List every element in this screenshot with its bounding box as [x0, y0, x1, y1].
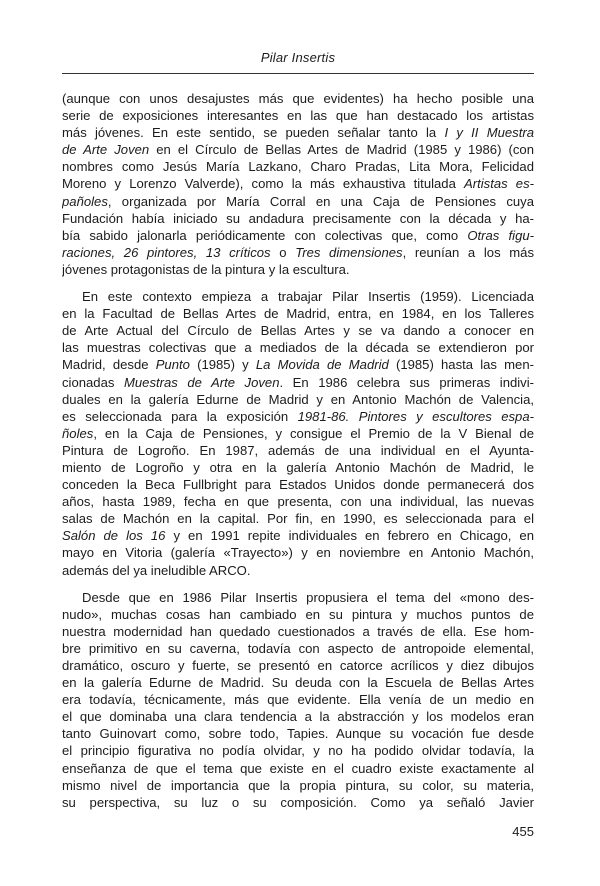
text-run: nombres como Jesús María Lazkano, Charo Pradas, Lita Mora, Felicidad	[62, 159, 534, 175]
text-run: tanto Guinovart como, sobre todo, Tapies. Aunque su vocación fue desde	[62, 726, 534, 742]
text-run: el principio figurativa no podía olvidar, y no ha podido olvidar todavía, la	[62, 743, 534, 759]
text-line	[62, 606, 534, 623]
text-run: En este contexto empieza a trabajar Pilar Insertis (1959). Licenciada	[82, 289, 534, 305]
paragraph-gap	[62, 278, 534, 288]
text-run: su perspectiva, su luz o su composición. Como ya señaló Javier	[62, 794, 534, 810]
text-run: y en 1991 repite individuales en febrero en Chicago, en	[165, 528, 534, 544]
italic-title: Artistas es-	[464, 176, 534, 192]
text-run: conceden la Beca Fullbright para Estados Unidos donde permanecerá dos	[62, 477, 534, 493]
text-run: el que dominaba una clara tendencia a la abstracción y los modelos eran	[62, 709, 534, 725]
text-line	[62, 476, 534, 493]
text-run: en la Facultad de Bellas Artes de Madrid, entra, en 1984, en los Talleres	[62, 306, 534, 322]
text-run: años, hasta 1989, fecha en que presenta, con una individual, las nuevas	[62, 494, 534, 510]
text-line	[62, 589, 534, 606]
text-run: Fundación había iniciado su andadura precisamente con la década y ha-	[62, 210, 534, 226]
italic-title: ñoles	[62, 425, 94, 441]
text-line	[62, 510, 534, 527]
text-line	[62, 322, 534, 339]
text-run: , en la Caja de Pensiones, y consigue el Premio de la V Bienal de	[93, 425, 534, 441]
text-line	[62, 193, 534, 210]
text-line	[62, 408, 534, 425]
body-text	[62, 90, 534, 811]
text-line	[62, 674, 534, 691]
text-run: , organizada por María Corral en una Caja de Pensiones cuya	[107, 193, 534, 209]
text-line	[62, 493, 534, 510]
italic-title: I y II Muestra	[444, 125, 534, 141]
text-line	[62, 175, 534, 192]
text-run: bía sabido jalonarla periódicamente con colectivas que, como	[62, 227, 468, 243]
text-run: (aunque con unos desajustes más que evidentes) ha hecho posible una	[62, 91, 534, 106]
text-line	[62, 640, 534, 657]
text-run: (1985) hasta las men-	[388, 357, 534, 373]
text-line	[62, 90, 534, 107]
text-line	[62, 288, 534, 305]
text-run: , reunían a los más	[402, 244, 534, 260]
text-run: dramático, oscuro y fuerte, se presentó en catorce acrílicos y diez dibujos	[62, 658, 534, 673]
italic-title: La Movida de Madrid	[255, 357, 389, 373]
text-run: bre primitivo en su caverna, todavía con aspecto de antropoide elemental,	[62, 640, 534, 656]
text-run: cionadas	[62, 374, 124, 390]
header-rule	[62, 73, 534, 74]
text-run: más jóvenes. En este sentido, se pueden señalar tanto la	[62, 125, 445, 141]
text-line	[62, 562, 534, 579]
text-run: mayo en Vitoria (galería «Trayecto») y en noviembre en Antonio Machón,	[62, 545, 534, 561]
text-run: o	[270, 244, 296, 260]
text-run: serie de exposiciones interesantes en las que han destacado los artistas	[62, 108, 534, 124]
text-line	[62, 442, 534, 459]
text-line	[62, 777, 534, 794]
text-run: es seleccionada para la exposición	[62, 408, 298, 424]
text-line	[62, 124, 534, 141]
paragraph-2	[62, 288, 534, 579]
text-run: Madrid, desde	[62, 357, 156, 373]
italic-title: 1981-86. Pintores y escultores espa-	[297, 408, 534, 424]
italic-title: Tres dimensiones	[295, 244, 403, 260]
text-line	[62, 141, 534, 158]
text-run: en la galería Edurne de Madrid. Su deuda con la Escuela de Bellas Artes	[62, 675, 534, 691]
text-line	[62, 210, 534, 227]
text-line	[62, 244, 534, 261]
text-run: además del ya ineludible ARCO.	[62, 562, 251, 578]
text-line	[62, 794, 534, 811]
text-run: (1985) y	[189, 357, 256, 373]
text-line	[62, 107, 534, 124]
text-run: Pintura de Logroño. En 1987, además de una individual en el Ayunta-	[62, 442, 534, 458]
text-run: salas de Machón en la capital. Por fin, en 1990, es seleccionada para el	[62, 511, 534, 527]
text-line	[62, 527, 534, 544]
text-run: mismo nivel de importancia que la propia pintura, su color, su materia,	[62, 777, 534, 793]
text-run: nudo», muchas cosas han cambiado en su pintura y muchos puntos de	[62, 606, 534, 622]
text-run: en el Círculo de Bellas Artes de Madrid (1985 y 1986) (con	[149, 142, 534, 158]
text-line	[62, 459, 534, 476]
text-line	[62, 356, 534, 373]
italic-title: Punto	[155, 357, 190, 373]
text-line	[62, 657, 534, 674]
italic-title: pañoles	[62, 193, 108, 209]
text-line	[62, 261, 534, 278]
text-line	[62, 305, 534, 322]
paragraph-3	[62, 589, 534, 811]
text-line	[62, 760, 534, 777]
paragraph-1	[62, 90, 534, 278]
text-line	[62, 725, 534, 742]
italic-title: Muestras de Arte Joven	[123, 374, 280, 390]
text-line	[62, 742, 534, 759]
text-run: nuestra modernidad han quedado cuestionados a través de ella. Ese hom-	[62, 623, 534, 639]
text-line	[62, 339, 534, 356]
italic-title: raciones, 26 pintores, 13 críticos	[62, 244, 271, 260]
text-line	[62, 691, 534, 708]
text-line	[62, 708, 534, 725]
text-line	[62, 227, 534, 244]
text-line	[62, 391, 534, 408]
text-line	[62, 544, 534, 561]
text-run: . En 1986 celebra sus primeras indivi-	[279, 374, 534, 390]
text-run: miento de Logroño y otra en la galería Antonio Machón de Madrid, le	[62, 459, 534, 475]
text-run: Desde que en 1986 Pilar Insertis propusiera el tema del «mono des-	[82, 589, 534, 605]
text-run: duales en la galería Edurne de Madrid y en Antonio Machón de Valencia,	[62, 391, 534, 407]
running-header: Pilar Insertis	[260, 50, 336, 65]
text-line	[62, 425, 534, 442]
italic-title: de Arte Joven	[62, 142, 150, 158]
text-run: era todavía, técnicamente, más que evidente. Ella venía de un medio en	[62, 692, 534, 708]
text-line	[62, 623, 534, 640]
text-run: de Arte Actual del Círculo de Bellas Artes y se va dando a conocer en	[62, 323, 534, 339]
italic-title: Salón de los 16	[62, 528, 166, 544]
text-run: las muestras colectivas que a mediados de la década se extendieron por	[62, 340, 534, 356]
page-number: 455	[512, 824, 534, 839]
text-run: enseñanza de que el tema que existe en el cuadro existe exactamente al	[62, 760, 534, 776]
italic-title: Otras figu-	[467, 227, 534, 243]
paragraph-gap	[62, 579, 534, 589]
text-line	[62, 374, 534, 391]
text-run: Moreno y Lorenzo Valverde), como la más exhaustiva titulada	[62, 176, 464, 192]
text-run: jóvenes protagonistas de la pintura y la escultura.	[62, 261, 350, 277]
text-line	[62, 158, 534, 175]
